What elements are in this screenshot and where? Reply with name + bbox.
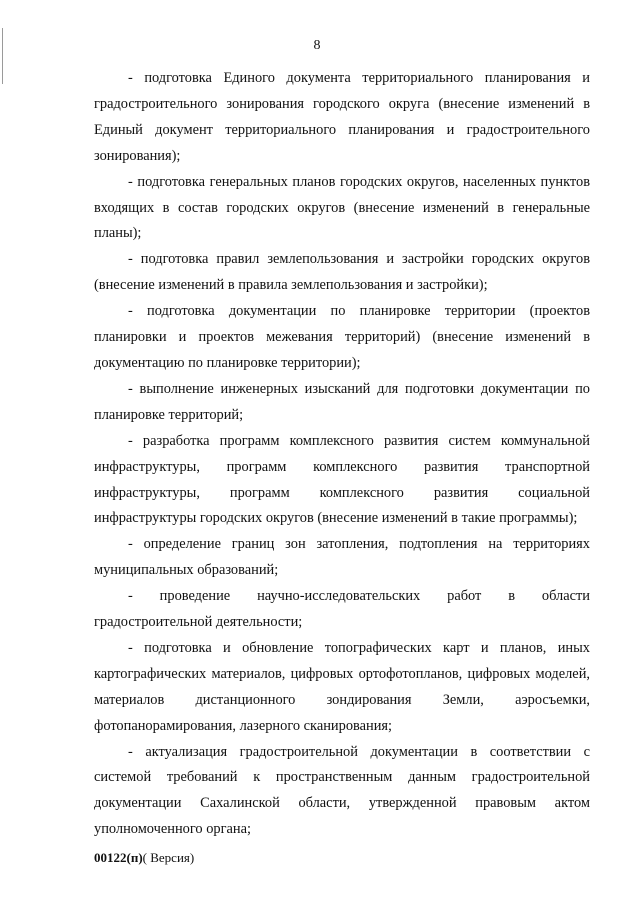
list-item: - разработка программ комплексного развития систем коммунальной инфраструктуры, программ комплексного развития транспортной инфраструктуры, программ комплексного развития социальной инфраструктуры городских округов (внесение изменений в такие программы);: [94, 432, 590, 527]
list-item: - подготовка документации по планировке территории (проектов планировки и проектов межевания территорий) (внесение изменений в документацию по планировке территории);: [94, 303, 590, 371]
list-item: - проведение научно-исследовательских работ в области градостроительной деятельности;: [94, 588, 590, 631]
list-item: - актуализация градостроительной документации в соответствии с системой требований к пространственным данным градостроительной документации Сахалинской области, утвержденной правовым актом уполномоченного органа;: [94, 743, 590, 838]
list-item: - подготовка правил землепользования и застройки городских округов (внесение изменений в правила землепользования и застройки);: [94, 251, 590, 294]
document-code: 00122(п): [94, 850, 143, 865]
page-number: 8: [313, 38, 321, 53]
list-item: - определение границ зон затопления, подтопления на территориях муниципальных образований;: [94, 536, 590, 579]
list-item: - подготовка и обновление топографических карт и планов, иных картографических материалов, цифровых ортофотопланов, цифровых моделей, материалов дистанционного зондирования Земли, аэросъемки, фотопанорамирования, лазерного сканирования;: [94, 639, 590, 734]
document-footer: [94, 850, 194, 866]
list-item: - подготовка генеральных планов городских округов, населенных пунктов входящих в состав городских округов (внесение изменений в генеральные планы);: [94, 173, 590, 242]
scan-edge-line: [2, 28, 3, 84]
document-body: [94, 66, 590, 843]
document-version: ( Версия): [142, 850, 195, 865]
list-item: - подготовка Единого документа территориального планирования и градостроительного зонирования городского округа (внесение изменений в Единый документ территориального планирования и градостроительного зонирования);: [94, 70, 590, 164]
list-item: - выполнение инженерных изысканий для подготовки документации по планировке территорий;: [94, 380, 590, 423]
